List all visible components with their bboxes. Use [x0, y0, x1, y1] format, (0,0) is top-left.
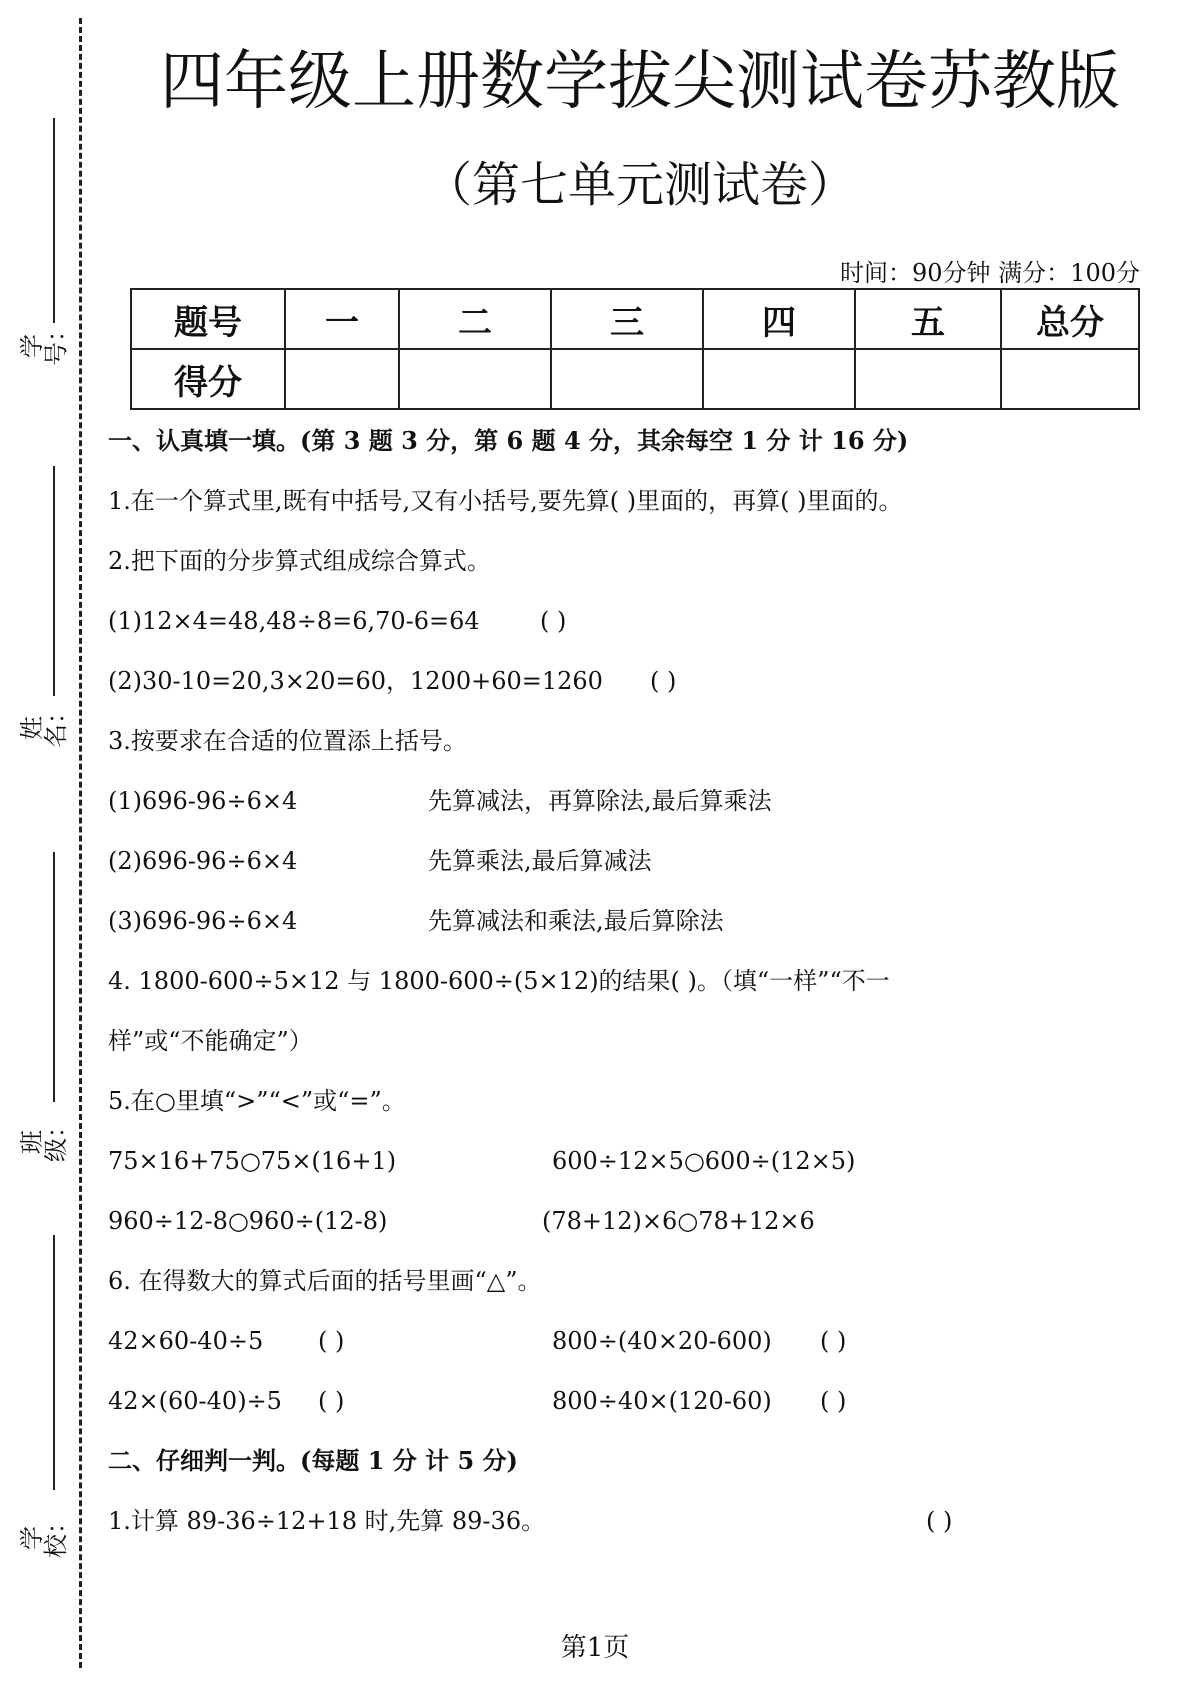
question-1-3-1: (1)696-96÷6×4 [108, 787, 298, 815]
compare-item: (78+12)×6○78+12×6 [542, 1207, 815, 1235]
class-line [53, 852, 55, 1102]
score-cell[interactable] [399, 349, 551, 409]
student-id-label: 学号： [18, 318, 70, 366]
score-cell[interactable] [703, 349, 855, 409]
question-1-4: 4. 1800-600÷5×12 与 1800-600÷(5×12)的结果( )。（填“一样”“不一 [108, 967, 890, 995]
score-cell[interactable] [551, 349, 703, 409]
score-table [130, 288, 1140, 410]
expression-item: 42×60-40÷5 [108, 1327, 264, 1355]
question-1-4-continued: 样”或“不能确定”） [108, 1027, 313, 1055]
score-table-header-cell: 四 [703, 289, 855, 349]
question-1-3-3-requirement: 先算减法和乘法,最后算除法 [428, 907, 724, 935]
page-title: 四年级上册数学拔尖测试卷苏教版 [160, 45, 1120, 119]
class-label: 班级： [18, 1114, 70, 1162]
score-table-score-row [131, 349, 1139, 409]
compare-item: 75×16+75○75×(16+1) [108, 1147, 397, 1175]
score-table-header-cell: 五 [855, 289, 1001, 349]
question-1-2-2: (2)30-10=20,3×20=60，1200+60=1260 [108, 667, 603, 695]
expression-item: 800÷(40×20-600) [552, 1327, 772, 1355]
answer-blank[interactable]: ( ) [650, 667, 677, 695]
section2-heading: 二、仔细判一判。(每题 1 分 计 5 分) [108, 1446, 518, 1475]
question-1-2-1: (1)12×4=48,48÷8=6,70-6=64 [108, 607, 480, 635]
question-2-1: 1.计算 89-36÷12+18 时,先算 89-36。 [108, 1507, 546, 1535]
question-1-3-1-requirement: 先算减法，再算除法,最后算乘法 [428, 787, 772, 815]
score-row-label: 得分 [131, 349, 285, 409]
expression-item: 800÷40×(120-60) [552, 1387, 772, 1415]
compare-item: 600÷12×5○600÷(12×5) [552, 1147, 856, 1175]
answer-blank[interactable]: ( ) [318, 1327, 345, 1355]
score-table-header-cell: 题号 [131, 289, 285, 349]
binding-dashed-line [79, 18, 82, 1668]
answer-blank[interactable]: ( ) [540, 607, 567, 635]
name-line [53, 466, 55, 696]
question-1-2: 2.把下面的分步算式组成综合算式。 [108, 547, 491, 575]
score-table-header-row [131, 289, 1139, 349]
page-subtitle: （第七单元测试卷） [423, 157, 856, 213]
question-1-3-2: (2)696-96÷6×4 [108, 847, 298, 875]
page-number: 第1页 [560, 1633, 630, 1663]
compare-item: 960÷12-8○960÷(12-8) [108, 1207, 388, 1235]
score-table-header-cell: 总分 [1001, 289, 1139, 349]
score-table-header-cell: 二 [399, 289, 551, 349]
score-cell[interactable] [1001, 349, 1139, 409]
question-1-1: 1.在一个算式里,既有中括号,又有小括号,要先算( )里面的，再算( )里面的。 [108, 487, 903, 515]
question-1-3-2-requirement: 先算乘法,最后算减法 [428, 847, 652, 875]
question-1-5: 5.在○里填“>”“<”或“=”。 [108, 1087, 406, 1115]
question-1-3: 3.按要求在合适的位置添上括号。 [108, 727, 467, 755]
answer-blank[interactable]: ( ) [820, 1387, 847, 1415]
question-1-6: 6. 在得数大的算式后面的括号里画“△”。 [108, 1267, 542, 1295]
answer-blank[interactable]: ( ) [820, 1327, 847, 1355]
section1-heading: 一、认真填一填。(第 3 题 3 分，第 6 题 4 分，其余每空 1 分 计 16 分) [108, 426, 909, 455]
score-table-header-cell: 一 [285, 289, 399, 349]
score-cell[interactable] [285, 349, 399, 409]
student-id-line [53, 118, 55, 323]
school-label: 学校： [18, 1510, 70, 1558]
answer-blank[interactable]: ( ) [318, 1387, 345, 1415]
answer-blank[interactable]: ( ) [926, 1507, 953, 1535]
question-1-3-3: (3)696-96÷6×4 [108, 907, 298, 935]
time-score-info: 时间：90分钟 满分：100分 [840, 259, 1140, 287]
score-table-header-cell: 三 [551, 289, 703, 349]
expression-item: 42×(60-40)÷5 [108, 1387, 282, 1415]
school-line [53, 1235, 55, 1490]
score-cell[interactable] [855, 349, 1001, 409]
name-label: 姓名： [18, 700, 70, 748]
